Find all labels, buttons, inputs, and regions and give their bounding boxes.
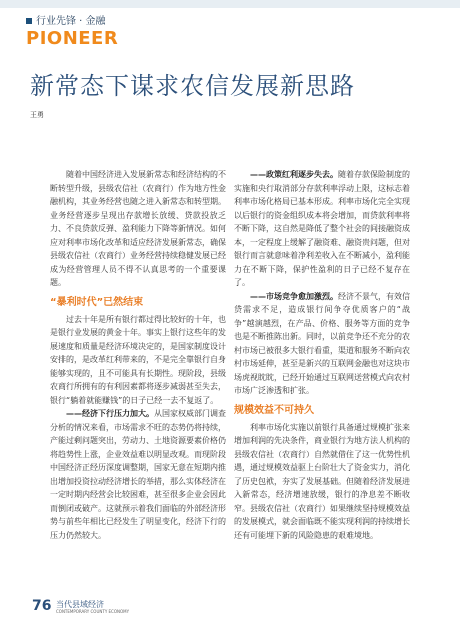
kicker-square-icon — [26, 18, 32, 24]
article-title: 新常态下谋求农信发展新思路 — [30, 72, 355, 100]
paragraph — [50, 407, 226, 542]
paragraph-lead: ——政策红利逐步失去。 — [250, 170, 338, 179]
paragraph-lead: ——经济下行压力加大。 — [66, 409, 154, 418]
intro-paragraph: 随着中国经济进入发展新常态和经济结构的不断转型升级，县级农信社（农商行）作为地方性金融机构，其业务经营也随之进入新常态和转型期。业务经营逐步呈现出存款增长放缓、贷款投放乏力、不良贷款反弹、盈利能力下降等新情况。如何应对利率市场化改革和适应经济发展新常态，确保县级农信社（农商行）业务经营持续稳健发展已经成为经营管理人员不得不认真思考的一个重要课题。 — [50, 170, 226, 287]
author: 王勇 — [30, 111, 44, 119]
left-column — [50, 168, 226, 542]
right-column — [234, 168, 410, 542]
paragraph-body: 随着存款保险制度的实施和央行取消部分存款利率浮动上限，这标志着利率市场化格局已基本形成。利率市场化完全实现以后银行的资金组织成本将会增加，而贷款利率将不断下降，这自然是降低了整个社会的间接融资成本，一定程度上缓解了融资难、融资贵问题，但对银行而言就意味着净利差收入在不断减小，盈利能力在不断下降，保护性盈利的日子已经不复存在了。 — [234, 170, 410, 287]
paragraph: 利率市场化实施以前银行具备通过规模扩张来增加利润的先决条件，商业银行为地方法人机构的县级农信社（农商行）自然就借住了这一优势性机遇，通过规模效益驱上台阶壮大了资金实力，消化了历史包袱，夯实了发展基础。但随着经济发展进入新常态，经济增速放缓，银行的净息差不断收窄。县级农信社（农商行）如果继续坚持规模效益的发展模式，就会面临既不能实现利润的持续增长还有可能埋下新的风险隐患的艰难境地。 — [234, 422, 410, 540]
section-heading: 规模效益不可持久 — [234, 404, 314, 416]
kicker-en: PIONEER — [26, 28, 119, 49]
kicker-text: 行业先锋 · 金融 — [36, 16, 106, 27]
paragraph — [234, 290, 410, 398]
top-band — [0, 0, 460, 8]
section-heading: “暴利时代”已然结束 — [50, 296, 144, 308]
journal-name-en: CONTEMPORARY COUNTY ECONOMY — [56, 609, 130, 614]
paragraph — [234, 168, 410, 290]
section-kicker — [26, 12, 106, 27]
paragraph-body: 从国家权威部门调查分析的情况来看，市场需求不旺的态势仍将持续，产能过剩问题突出，劳动力、土地资源要素价格仍将趋势性上涨，企业效益难以明显改观。而现阶段中国经济正经历深度调整期，国家无意在短期内推出增加投资拉动经济增长的举措，那么实体经济在一定时期内经营会比较困难，甚至很多企业会因此而倒闭或破产。这就预示着我们面临的外部经济形势与前些年相比已经发生了明显变化，经济下行的压力仍然较大。 — [50, 409, 226, 540]
page-number: 76 — [32, 598, 52, 614]
paragraph-body: 经济不景气，有效信贷需求不足，造成银行间争夺优质客户的“战争”越演越烈，在产品、价格、服务等方面的竞争也是不断推陈出新。同时，以前竞争还不充分的农村市场已被很多大银行看重，渠道和服务不断向农村市场延伸，甚至是新兴的互联网金融也对这块市场虎视眈眈，已经开始通过互联网送营模式向农村市场广泛渗透和扩张。 — [234, 291, 410, 395]
journal-name: 当代县域经济 — [56, 600, 104, 609]
paragraph-lead: ——市场竞争愈加激烈。 — [250, 291, 338, 301]
paragraph: 过去十年是所有银行都过得比较好的十年，也是银行业发展的黄金十年。事实上银行这些年的发展速度和质量是经济环境决定的，是国家制度设计安排的，是改革红利带来的，不是完全靠银行自身能够实现的，且不可能具有长期性。现阶段，县级农商行所拥有的有利因素都将逐步减弱甚至失去，银行“躺着就能赚钱”的日子已经一去不复返了。 — [50, 314, 226, 405]
